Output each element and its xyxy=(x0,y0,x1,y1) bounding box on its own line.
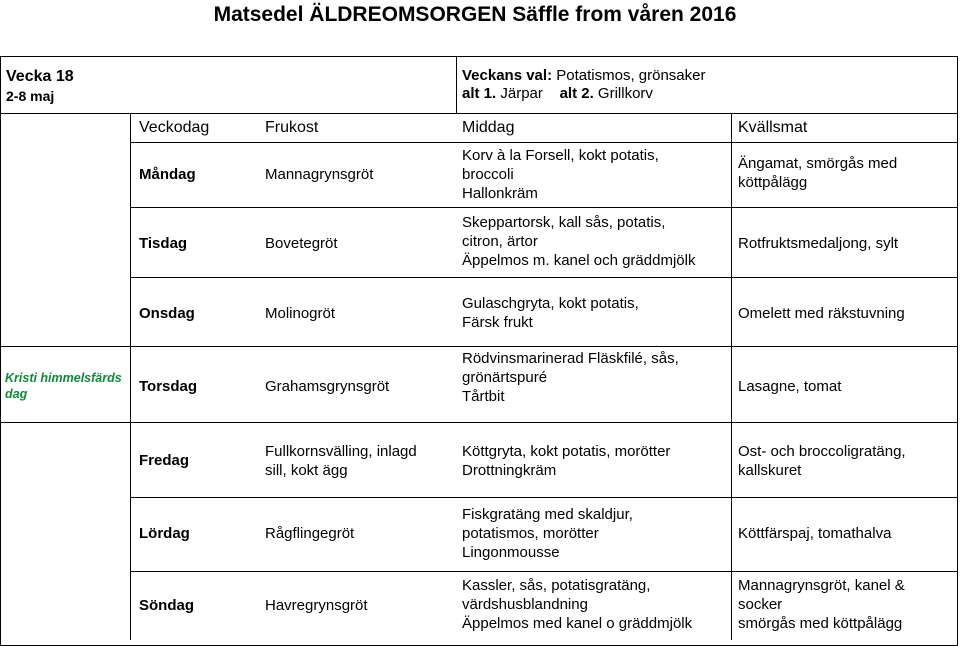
header-evening: Kvällsmat xyxy=(738,119,808,136)
holiday-note-line: dag xyxy=(5,387,28,401)
weekly-choice-text: Potatismos, grönsaker xyxy=(556,67,706,84)
row-divider xyxy=(0,346,958,347)
lunch-line: Fiskgratäng med skaldjur, xyxy=(462,506,633,523)
lunch-line: Äppelmos med kanel o gräddmjölk xyxy=(462,615,693,632)
evening-line: kallskuret xyxy=(738,462,802,479)
breakfast-line: Mannagrynsgröt xyxy=(265,166,374,183)
holiday-note-line: Kristi himmelsfärds xyxy=(5,371,122,385)
row-divider xyxy=(130,207,958,208)
breakfast-cell xyxy=(265,304,335,323)
breakfast-line: Bovetegröt xyxy=(265,235,338,252)
weekly-choice-label: Veckans val: xyxy=(462,67,553,84)
evening-line: Lasagne, tomat xyxy=(738,378,842,395)
day-label: Torsdag xyxy=(139,378,198,395)
row-divider xyxy=(130,142,958,143)
lunch-line: Tårtbit xyxy=(462,388,505,405)
evening-line: Köttfärspaj, tomathalva xyxy=(738,525,892,542)
evening-cell xyxy=(738,576,905,633)
lunch-cell xyxy=(462,576,692,633)
lunch-line: potatismos, morötter xyxy=(462,525,599,542)
evening-line: Omelett med räkstuvning xyxy=(738,305,905,322)
evening-line: Rotfruktsmedaljong, sylt xyxy=(738,235,899,252)
breakfast-line: Grahamsgrynsgröt xyxy=(265,378,390,395)
evening-cell xyxy=(738,154,897,192)
week-dates: 2-8 maj xyxy=(6,88,55,104)
day-label: Måndag xyxy=(139,166,196,183)
lunch-line: grönärtspuré xyxy=(462,369,548,386)
lunch-cell xyxy=(462,505,633,562)
weekly-choice xyxy=(462,67,705,103)
column-divider xyxy=(731,113,732,640)
header-lunch: Middag xyxy=(462,119,515,136)
lunch-cell xyxy=(462,349,679,406)
lunch-line: broccoli xyxy=(462,166,514,183)
lunch-line: Gulaschgryta, kokt potatis, xyxy=(462,295,639,312)
breakfast-cell xyxy=(265,234,338,253)
lunch-line: Färsk frukt xyxy=(462,314,533,331)
evening-line: Ängamat, smörgås med xyxy=(738,155,898,172)
holiday-note xyxy=(5,370,122,402)
breakfast-line: Rågflingegröt xyxy=(265,525,355,542)
lunch-cell xyxy=(462,213,695,270)
week-info xyxy=(6,67,74,105)
lunch-line: Lingonmousse xyxy=(462,544,560,561)
lunch-line: Korv à la Forsell, kokt potatis, xyxy=(462,147,659,164)
evening-cell xyxy=(738,442,906,480)
alt2-text: Grillkorv xyxy=(597,85,653,102)
evening-line: Ost- och broccoligratäng, xyxy=(738,443,906,460)
day-label: Lördag xyxy=(139,525,190,542)
lunch-line: Äppelmos m. kanel och gräddmjölk xyxy=(462,252,696,269)
evening-line: köttpålägg xyxy=(738,174,808,191)
lunch-line: Köttgryta, kokt potatis, morötter xyxy=(462,443,671,460)
breakfast-cell xyxy=(265,165,373,184)
breakfast-cell xyxy=(265,524,354,543)
weekly-choice-alternatives xyxy=(462,85,705,103)
column-divider xyxy=(456,56,457,113)
row-divider xyxy=(0,113,958,114)
lunch-line: värdshusblandning xyxy=(462,596,588,613)
lunch-line: Rödvinsmarinerad Fläskfilé, sås, xyxy=(462,350,679,367)
lunch-line: Skeppartorsk, kall sås, potatis, xyxy=(462,214,666,231)
breakfast-cell xyxy=(265,442,417,480)
evening-line: smörgås med köttpålägg xyxy=(738,615,903,632)
page-title: Matsedel ÄLDREOMSORGEN Säffle from våren 2016 xyxy=(213,3,737,26)
day-label: Söndag xyxy=(139,597,194,614)
evening-cell xyxy=(738,234,898,253)
day-label: Tisdag xyxy=(139,235,188,252)
header-breakfast: Frukost xyxy=(265,119,319,136)
header-day: Veckodag xyxy=(139,119,210,136)
lunch-line: Kassler, sås, potatisgratäng, xyxy=(462,577,651,594)
evening-line: socker xyxy=(738,596,783,613)
column-divider xyxy=(130,113,131,640)
day-label: Onsdag xyxy=(139,305,195,322)
evening-line: Mannagrynsgröt, kanel & xyxy=(738,577,905,594)
alt1-label: alt 1. xyxy=(462,85,497,102)
lunch-cell xyxy=(462,146,659,203)
evening-cell xyxy=(738,304,905,323)
breakfast-line: sill, kokt ägg xyxy=(265,462,348,479)
row-divider xyxy=(130,571,958,572)
lunch-line: Drottningkräm xyxy=(462,462,557,479)
alt2-label: alt 2. xyxy=(559,85,594,102)
breakfast-cell xyxy=(265,596,368,615)
evening-cell xyxy=(738,524,891,543)
breakfast-cell xyxy=(265,377,389,396)
evening-cell xyxy=(738,377,841,396)
alt1-text: Järpar xyxy=(500,85,543,102)
row-divider xyxy=(0,422,958,423)
day-label: Fredag xyxy=(139,452,190,469)
week-number: Vecka 18 xyxy=(6,68,74,85)
breakfast-line: Fullkornsvälling, inlagd xyxy=(265,443,417,460)
lunch-line: Hallonkräm xyxy=(462,185,538,202)
weekly-choice-line xyxy=(462,67,705,85)
lunch-cell xyxy=(462,442,670,480)
row-divider xyxy=(130,497,958,498)
breakfast-line: Havregrynsgröt xyxy=(265,597,368,614)
breakfast-line: Molinogröt xyxy=(265,305,336,322)
lunch-cell xyxy=(462,294,639,332)
row-divider xyxy=(130,277,958,278)
lunch-line: citron, ärtor xyxy=(462,233,538,250)
